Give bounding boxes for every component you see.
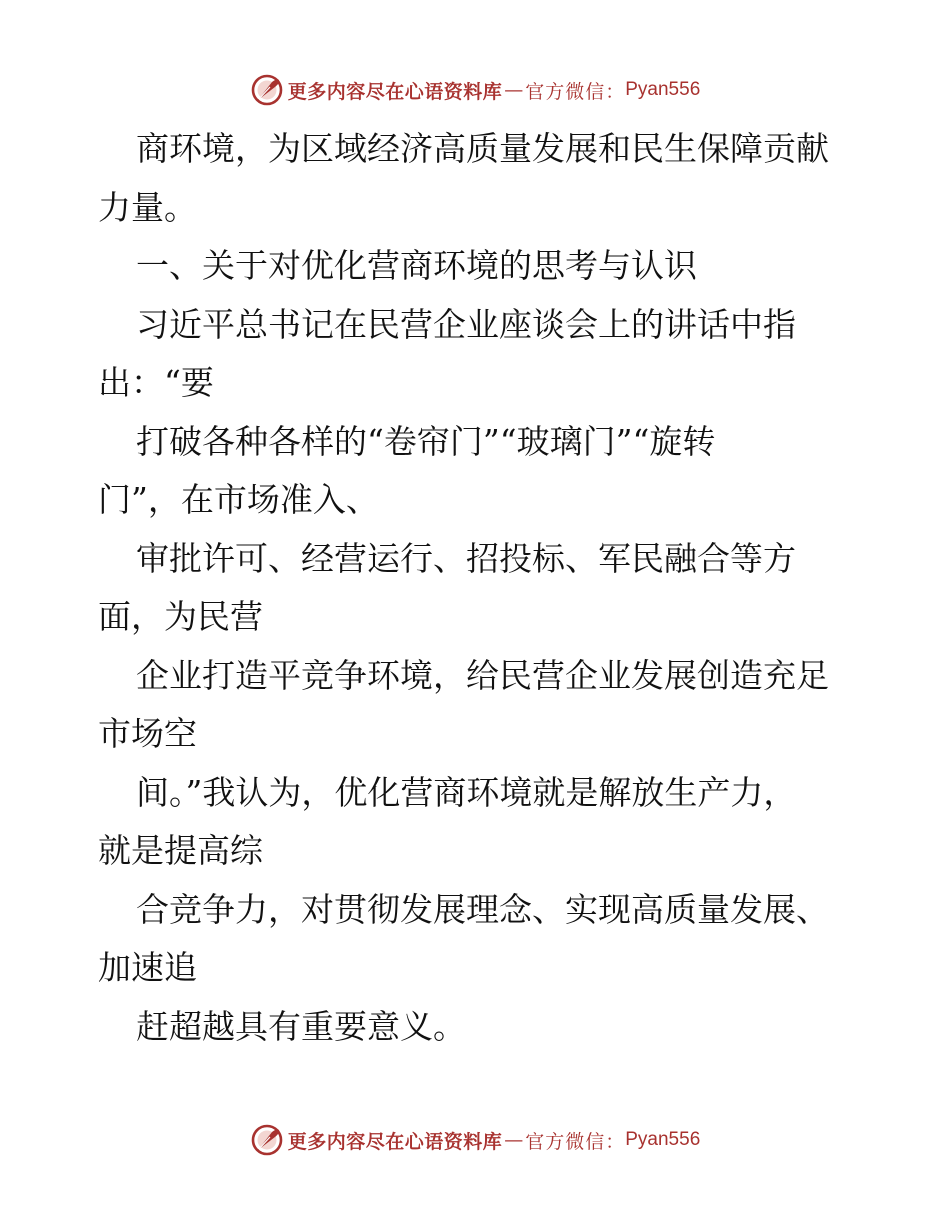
body-line: 门”，在市场准入、: [98, 480, 379, 519]
header-site-name: 更多内容尽在心语资料库: [287, 80, 503, 103]
body-line: 间。”我认为，优化营商环境就是解放生产力，: [136, 772, 797, 812]
body-line: 加速追: [98, 948, 197, 987]
footer-dash: —: [504, 1129, 524, 1151]
body-line: 力量。: [98, 187, 197, 227]
body-line: 就是提高综: [98, 831, 263, 870]
quill-circle-logo-icon: [250, 1123, 284, 1157]
body-line: 打破各种各样的“卷帘门”“玻璃门”“旋转: [136, 421, 716, 461]
header-dash: —: [504, 79, 524, 101]
footer-site-name: 更多内容尽在心语资料库: [287, 1130, 503, 1153]
quill-circle-logo-icon: [250, 73, 284, 107]
footer-wechat-label: 官方微信：: [525, 1130, 626, 1153]
body-line: 市场空: [98, 714, 197, 753]
body-line: 习近平总书记在民营企业座谈会上的讲话中指: [136, 304, 796, 344]
body-line: 企业打造平竞争环境，给民营企业发展创造充足: [136, 655, 829, 695]
body-line: 赶超越具有重要意义。: [136, 1006, 466, 1046]
body-line: 商环境，为区域经济高质量发展和民生保障贡献: [136, 129, 829, 168]
body-line: 面，为民营: [98, 597, 263, 636]
body-line: 出：“要: [98, 363, 214, 402]
body-line: 合竞争力，对贯彻发展理念、实现高质量发展、: [136, 889, 829, 929]
document-body: [98, 120, 858, 1056]
header-wechat-label: 官方微信：: [525, 80, 626, 103]
body-line: 审批许可、经营运行、招投标、军民融合等方: [136, 538, 796, 578]
section-heading: 一、关于对优化营商环境的思考与认识: [136, 246, 697, 285]
header-banner: [0, 70, 950, 110]
header-wechat-id: Pyan556: [625, 79, 701, 100]
footer-banner: [0, 1120, 950, 1160]
footer-wechat-id: Pyan556: [625, 1129, 701, 1150]
